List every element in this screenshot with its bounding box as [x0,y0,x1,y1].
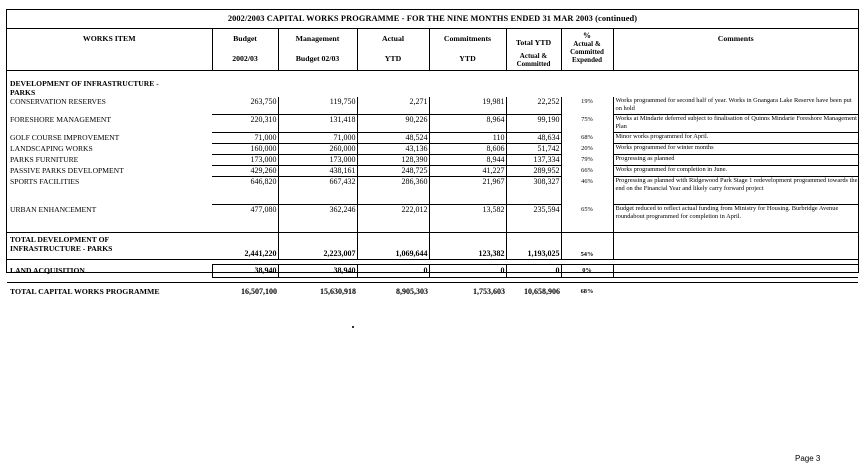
header-comments: Comments [613,29,858,71]
row-budget: 263,750 [212,97,278,115]
grand-total-row [7,283,858,302]
land-comment [613,265,858,278]
row-budget: 477,080 [212,205,278,233]
section-title: DEVELOPMENT OF INFRASTRUCTURE - PARKS [10,79,159,97]
row-percent: 46% [581,177,593,185]
row-percent: 19% [581,98,593,105]
table-row [7,144,858,155]
row-total: 235,594 [506,205,561,233]
row-actual: 128,390 [357,155,429,166]
row-percent: 65% [581,205,593,213]
header-actual: Actual YTD [357,29,429,71]
row-budget: 160,000 [212,144,278,155]
row-budget: 429,260 [212,166,278,177]
table-row [7,166,858,177]
row-item: LANDSCAPING WORKS [10,143,93,153]
row-management: 71,000 [278,133,357,144]
row-actual: 248,725 [357,166,429,177]
table-row [7,177,858,205]
row-item: PASSIVE PARKS DEVELOPMENT [10,165,124,175]
row-commitments: 41,227 [429,166,506,177]
row-management: 438,161 [278,166,357,177]
row-commitments: 8,944 [429,155,506,166]
section-total-comment [613,233,858,260]
row-commitments: 19,981 [429,97,506,115]
row-item: SPORTS FACILITIES [10,176,80,186]
land-actual: 0 [357,265,429,278]
row-percent: 68% [581,133,593,141]
section-total-total: 1,193,025 [506,233,561,260]
header-management: Management Budget 02/03 [278,29,357,71]
row-actual: 286,360 [357,177,429,205]
land-percent: 0% [561,265,613,278]
row-budget: 646,820 [212,177,278,205]
row-percent: 75% [581,115,593,123]
header-row [7,29,858,71]
table-row [7,97,858,115]
scan-speck [352,326,354,328]
row-management: 667,432 [278,177,357,205]
row-comment: Works programmed for completion in June. [613,166,858,177]
row-item: FORESHORE MANAGEMENT [10,114,112,124]
row-comment: Minor works programmed for April. [613,133,858,144]
row-comment: Works programmed for second half of year. Works in Gnangara Lake Reserve have been put on hold [613,97,858,115]
row-management: 362,246 [278,205,357,233]
section-total-budget: 2,441,220 [212,233,278,260]
works-table [7,29,858,301]
section-total-management: 2,223,007 [278,233,357,260]
row-percent: 79% [581,155,593,163]
table-row [7,155,858,166]
row-commitments: 8,606 [429,144,506,155]
row-actual: 43,136 [357,144,429,155]
row-percent: 66% [581,166,593,174]
table-row [7,115,858,133]
section-row [7,71,858,98]
row-actual: 222,012 [357,205,429,233]
row-actual: 48,524 [357,133,429,144]
header-percent: % Actual & Committed Expended [561,29,613,71]
grand-total-total: 10,658,906 [506,283,561,302]
row-comment: Budget reduced to reflect actual funding from Ministry for Housing. Burbridge Avenue roundabout programmed for completion in April. [613,205,858,233]
page-number: Page 3 [795,454,821,463]
grand-total-label: TOTAL CAPITAL WORKS PROGRAMME [7,283,212,302]
row-commitments: 8,964 [429,115,506,133]
land-commitments: 0 [429,265,506,278]
land-label: LAND ACQUISITION [10,265,85,275]
table-row [7,205,858,233]
row-total: 22,252 [506,97,561,115]
sheet-title: 2002/2003 CAPITAL WORKS PROGRAMME - FOR THE NINE MONTHS ENDED 31 MAR 2003 (continued) [7,10,858,29]
capital-works-sheet [6,9,859,296]
row-management: 119,750 [278,97,357,115]
row-commitments: 21,967 [429,177,506,205]
grand-total-budget: 16,507,100 [212,283,278,302]
section-total-row [7,233,858,260]
land-acquisition-row [7,265,858,278]
row-comment: Works at Mindarie deferred subject to finalisation of Quinns Mindarie Foreshore Management Plan [613,115,858,133]
row-actual: 90,226 [357,115,429,133]
row-total: 48,634 [506,133,561,144]
header-budget: Budget 2002/03 [212,29,278,71]
table-row [7,133,858,144]
row-commitments: 110 [429,133,506,144]
row-budget: 173,000 [212,155,278,166]
row-total: 51,742 [506,144,561,155]
section-total-actual: 1,069,644 [357,233,429,260]
land-budget: 38,940 [212,265,278,278]
row-item: GOLF COURSE IMPROVEMENT [10,132,120,142]
row-percent: 20% [581,144,593,152]
row-management: 131,418 [278,115,357,133]
section-total-label: TOTAL DEVELOPMENT OF INFRASTRUCTURE - PARKS [7,233,212,260]
row-comment: Progressing as planned [613,155,858,166]
land-total: 0 [506,265,561,278]
header-works-item: WORKS ITEM [7,29,212,71]
section-total-percent: 54% [561,233,613,260]
row-item: PARKS FURNITURE [10,154,79,164]
grand-total-commitments: 1,753,603 [429,283,506,302]
row-total: 308,327 [506,177,561,205]
land-management: 38,940 [278,265,357,278]
row-budget: 71,000 [212,133,278,144]
row-management: 173,000 [278,155,357,166]
row-comment: Works programmed for winter months [613,144,858,155]
grand-total-actual: 8,905,303 [357,283,429,302]
row-item: URBAN ENHANCEMENT [10,204,97,214]
row-actual: 2,271 [357,97,429,115]
row-total: 289,952 [506,166,561,177]
row-item: CONSERVATION RESERVES [10,97,106,106]
section-total-commitments: 123,382 [429,233,506,260]
header-commitments: Commitments YTD [429,29,506,71]
header-total-ytd: Total YTD Actual & Committed [506,29,561,71]
row-total: 137,334 [506,155,561,166]
row-comment: Progressing as planned with Ridgewood Park Stage 1 redevelopment programmed towards the end on the Financial Year and likely carry forward project [613,177,858,205]
grand-total-percent: 68% [561,283,613,302]
grand-total-management: 15,630,918 [278,283,357,302]
row-management: 260,000 [278,144,357,155]
row-total: 99,190 [506,115,561,133]
row-budget: 220,310 [212,115,278,133]
row-commitments: 13,582 [429,205,506,233]
